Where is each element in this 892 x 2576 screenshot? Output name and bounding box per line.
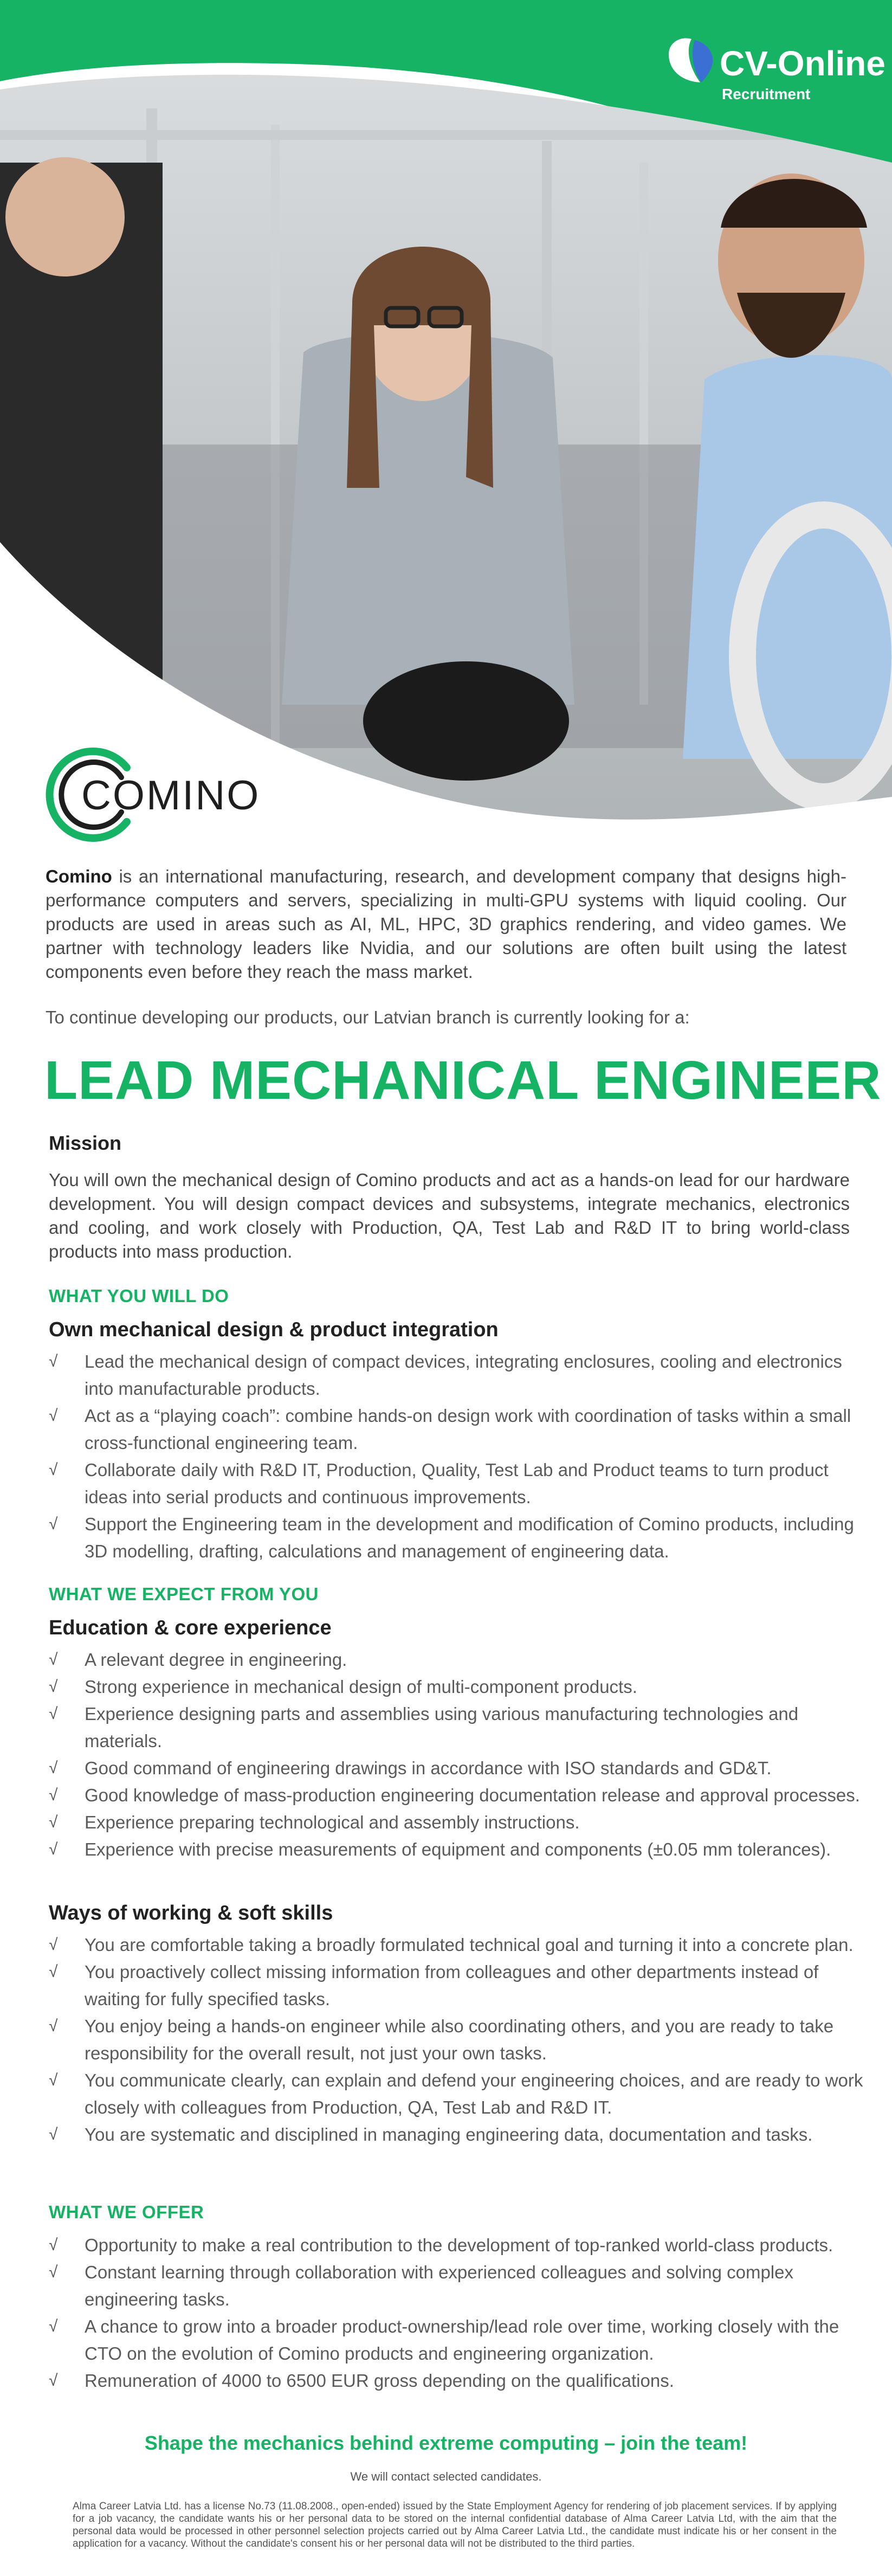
check-icon: √ bbox=[49, 1515, 58, 1533]
mission-text: You will own the mechanical design of Comino products and act as a hands-on lead for our hardware development. You will design compact devices and subsystems, integrate mechanics, electronics and cooling, and work closely with Production, QA, Test Lab and R&D IT to bring world-class products into mass production. bbox=[49, 1170, 850, 1261]
check-icon: √ bbox=[49, 1678, 58, 1696]
list-item: √ Strong experience in mechanical design of multi-component products. bbox=[49, 1673, 872, 1701]
list-item: √ You proactively collect missing information from colleagues and other departments instead of waiting for fully specified tasks. bbox=[49, 1959, 872, 2013]
check-icon: √ bbox=[49, 1461, 58, 1479]
section-heading-what-you-will-do: WHAT YOU WILL DO bbox=[49, 1286, 229, 1306]
list-item: √ You are systematic and disciplined in managing engineering data, documentation and tasks. bbox=[49, 2121, 872, 2148]
job-title: LEAD MECHANICAL ENGINEER bbox=[44, 1050, 882, 1111]
check-icon: √ bbox=[49, 2126, 58, 2143]
brand-name: CV-Online bbox=[720, 44, 885, 83]
list-item: √ Good knowledge of mass-production engineering documentation release and approval processes. bbox=[49, 1782, 872, 1809]
list-item: √ A chance to grow into a broader product-ownership/lead role over time, working closely with the CTO on the evolution of Comino products and engineering organization. bbox=[49, 2313, 872, 2367]
subheading-soft-skills: Ways of working & soft skills bbox=[49, 1902, 333, 1924]
list-what-we-offer bbox=[49, 2232, 872, 2394]
list-item: √ Good command of engineering drawings in accordance with ISO standards and GD&T. bbox=[49, 1755, 872, 1782]
mission-heading: Mission bbox=[49, 1132, 122, 1154]
hero-illustration bbox=[0, 0, 892, 846]
comino-logo bbox=[46, 746, 273, 843]
check-icon: √ bbox=[49, 2263, 58, 2281]
team-photo bbox=[0, 54, 892, 846]
list-item: √ You communicate clearly, can explain and defend your engineering choices, and are ready to work closely with colleagues from Production, QA, Test Lab and R&D IT. bbox=[49, 2067, 872, 2121]
cv-online-logo bbox=[621, 33, 885, 114]
hero-photo-area bbox=[0, 0, 892, 846]
list-item: √ Support the Engineering team in the development and modification of Comino products, including 3D modelling, drafting, calculations and management of engineering data. bbox=[49, 1511, 872, 1565]
list-item: √ You enjoy being a hands-on engineer while also coordinating others, and you are ready to take responsibility for the overall result, not just your own tasks. bbox=[49, 2013, 872, 2067]
brand-subtitle: Recruitment bbox=[722, 86, 811, 102]
section-heading-what-we-expect: WHAT WE EXPECT FROM YOU bbox=[49, 1584, 319, 1604]
check-icon: √ bbox=[49, 2236, 58, 2254]
company-intro bbox=[46, 865, 846, 984]
list-item: √ Constant learning through collaboration with experienced colleagues and solving complex engineering tasks. bbox=[49, 2259, 872, 2313]
check-icon: √ bbox=[49, 2372, 58, 2390]
check-icon: √ bbox=[49, 1786, 58, 1804]
check-icon: √ bbox=[49, 1407, 58, 1425]
check-icon: √ bbox=[49, 1651, 58, 1669]
list-item: √ Remuneration of 4000 to 6500 EUR gross depending on the qualifications. bbox=[49, 2367, 872, 2394]
list-item: √ Experience preparing technological and assembly instructions. bbox=[49, 1809, 872, 1836]
cv-online-leaf-icon bbox=[664, 33, 719, 87]
check-icon: √ bbox=[49, 1840, 58, 1858]
check-icon: √ bbox=[49, 1813, 58, 1831]
check-icon: √ bbox=[49, 1759, 58, 1777]
company-intro-text: is an international manufacturing, research, and development company that designs high-performance computers and servers, specializing in multi-GPU systems with liquid cooling. Our products are used in areas such as AI, ML, HPC, 3D graphics rendering, and video games. We partner with technology leaders like Nvidia, and our solutions are often built using the latest components even before they reach the mass market. bbox=[46, 866, 846, 982]
check-icon: √ bbox=[49, 2071, 58, 2089]
list-item: √ Experience designing parts and assemblies using various manufacturing technologies and materials. bbox=[49, 1701, 872, 1755]
check-icon: √ bbox=[49, 2017, 58, 2035]
subheading-own-design: Own mechanical design & product integration bbox=[49, 1318, 499, 1341]
comino-wordmark: COMINO bbox=[81, 772, 261, 819]
company-name: Comino bbox=[46, 866, 112, 886]
list-item: √ Experience with precise measurements of equipment and components (±0.05 mm tolerances). bbox=[49, 1836, 872, 1863]
contact-note: We will contact selected candidates. bbox=[350, 2470, 542, 2483]
list-item: √ Opportunity to make a real contribution to the development of top-ranked world-class products. bbox=[49, 2232, 872, 2259]
list-item: √ A relevant degree in engineering. bbox=[49, 1646, 872, 1673]
section-heading-what-we-offer: WHAT WE OFFER bbox=[49, 2202, 204, 2222]
check-icon: √ bbox=[49, 1963, 58, 1981]
list-education-experience bbox=[49, 1646, 872, 1863]
list-item: √ Collaborate daily with R&D IT, Production, Quality, Test Lab and Product teams to turn product ideas into serial products and continuous improvements. bbox=[49, 1457, 872, 1511]
legal-disclaimer: Alma Career Latvia Ltd. has a license No.73 (11.08.2008., open-ended) issued by the State Employment Agency for rendering of job placement services. If by applying for a job vacancy, the candidate wants his or her personal data to be stored on the internal confidential database of Alma Career Latvia Ltd, with the aim that the personal data would be processed in other personnel selection projects carried out by Alma Career Latvia Ltd., the candidate must indicate his or her consent in the application for a vacancy. Without the candidate's consent his or her personal data will not be distributed to the third parties. bbox=[73, 2501, 837, 2549]
looking-for-text: To continue developing our products, our Latvian branch is currently looking for a: bbox=[46, 1007, 690, 1027]
check-icon: √ bbox=[49, 2317, 58, 2335]
check-icon: √ bbox=[49, 1936, 58, 1954]
check-icon: √ bbox=[49, 1705, 58, 1723]
list-soft-skills bbox=[49, 1931, 872, 2148]
list-item: √ Lead the mechanical design of compact devices, integrating enclosures, cooling and electronics into manufacturable products. bbox=[49, 1348, 872, 1402]
list-item: √ Act as a “playing coach”: combine hands-on design work with coordination of tasks within a small cross-functional engineering team. bbox=[49, 1402, 872, 1457]
subheading-education: Education & core experience bbox=[49, 1617, 332, 1639]
call-to-action: Shape the mechanics behind extreme computing – join the team! bbox=[144, 2432, 748, 2454]
list-what-you-will-do bbox=[49, 1348, 872, 1565]
list-item: √ You are comfortable taking a broadly formulated technical goal and turning it into a concrete plan. bbox=[49, 1931, 872, 1959]
check-icon: √ bbox=[49, 1353, 58, 1370]
